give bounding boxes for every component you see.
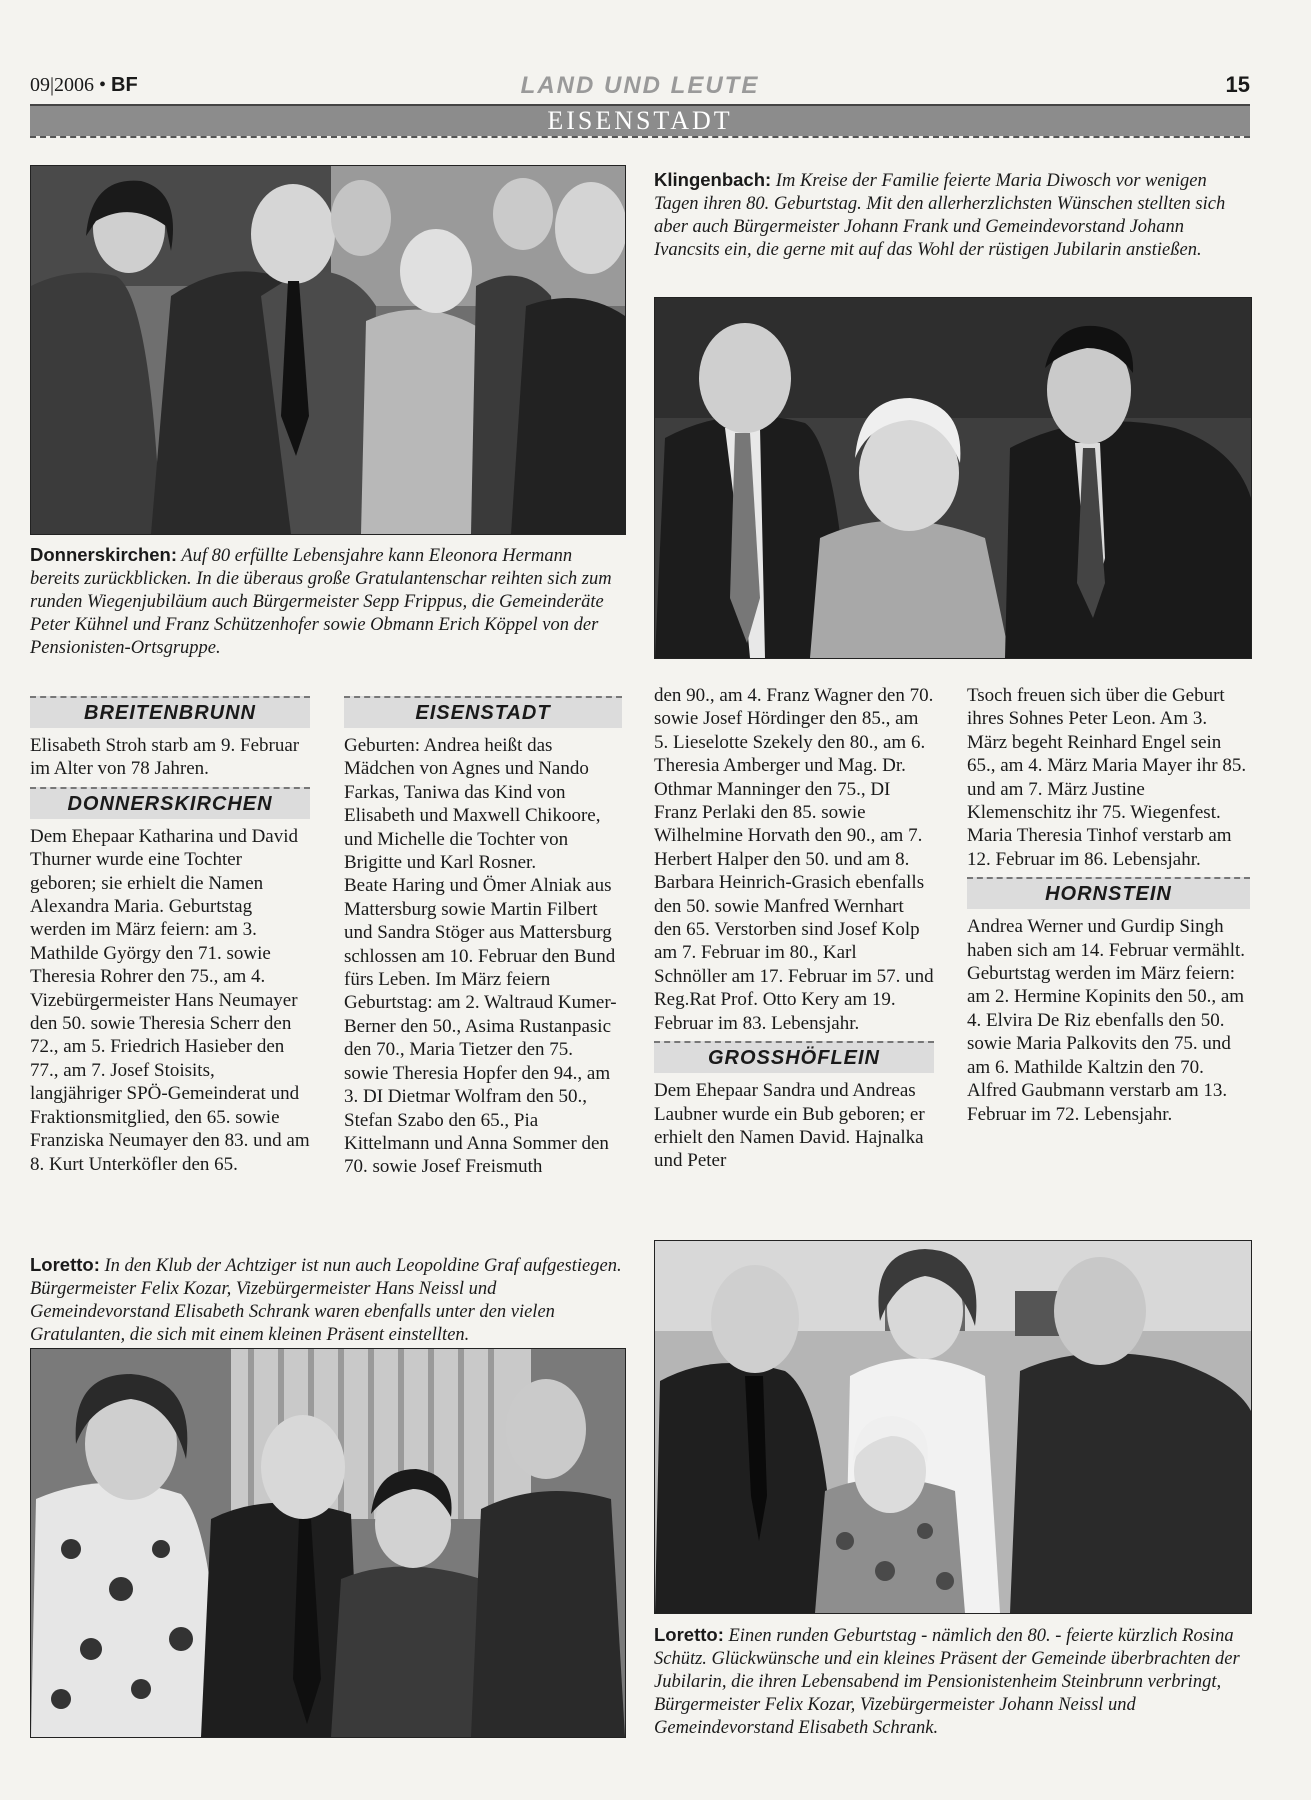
- article-paragraph: Tsoch freuen sich über die Geburt ihres Sohnes Peter Leon. Am 3. März begeht Reinhard Engel sein 65., am 4. März Maria Mayer ihr 85. und am 7. März Justine Klemenschitz ihr 75. Wiegenfest.: [967, 685, 1247, 824]
- article-paragraph: Dem Ehepaar Katharina und David Thurner wurde eine Tochter geboren; sie erhielt die Namen Alexandra Maria. Geburtstag werden im März feiern: am 3. Mathilde György den 71. sowie Theresia Rohrer den 75., am 4. Vizebürgermeister Hans Neumayer den 50. sowie Theresia Scherr den 72., am 5. Friedrich Hasieber den 77., am 7. Josef Stoisits, langjähriger SPÖ-Gemeinderat und Fraktionsmitglied, den 65. sowie Franziska Neumayer den 83. und am 8. Kurt Unterköfler den 65.: [30, 825, 310, 1175]
- caption-place: Donnerskirchen:: [30, 544, 178, 565]
- caption-place: Klingenbach:: [654, 169, 772, 190]
- article-paragraph: Geburten: Andrea heißt das Mädchen von Agnes und Nando Farkas, Taniwa das Kind von Elisabeth und Maxwell Chikoore, und Michelle die Tochter von Brigitte und Karl Rosner.: [344, 735, 601, 874]
- caption-text: Einen runden Geburtstag - nämlich den 80. - feierte kürzlich Rosina Schütz. Glückwünsche und ein kleines Präsent der Gemeinde überbrachten der Jubilarin, die ihren Lebensabend im Pensionistenheim Steinbrunn verbringt, Bürgermeister Felix Kozar, Vizebürgermeister Johann Neissl und Gemeindevorstand Elisabeth Schrank.: [654, 1626, 1240, 1738]
- column-4: [967, 684, 1250, 1126]
- column-2: [344, 690, 622, 1179]
- photo-loretto-schuetz: [654, 1240, 1252, 1614]
- photo-donnerskirchen: [30, 165, 626, 535]
- caption-text: Im Kreise der Familie feierte Maria Diwosch vor wenigen Tagen ihren 80. Geburtstag. Mit den allerherzlichsten Wünschen stellten sich aber auch Bürgermeister Johann Frank und Gemeindevorstand Johann Ivancsits ein, die gerne mit auf das Wohl der rüstigen Jubilarin anstießen.: [654, 171, 1226, 260]
- section-heading-donnerskirchen: DONNERSKIRCHEN: [30, 787, 310, 819]
- section-heading-eisenstadt: EISENSTADT: [344, 696, 622, 728]
- region-title: EISENSTADT: [547, 106, 733, 135]
- region-band: [30, 104, 1250, 136]
- section-heading-hornstein: HORNSTEIN: [967, 877, 1250, 909]
- section-heading-breitenbrunn: BREITENBRUNN: [30, 696, 310, 728]
- article-paragraph: Maria Theresia Tinhof verstarb am 12. Februar im 86. Lebensjahr.: [967, 825, 1232, 870]
- article-paragraph: Elisabeth Stroh starb am 9. Februar im Alter von 78 Jahren.: [30, 735, 300, 780]
- photo-klingenbach: [654, 297, 1252, 659]
- photo-loretto-graf: [30, 1348, 626, 1738]
- article-paragraph: Beate Haring und Ömer Alniak aus Mattersburg sowie Martin Filbert und Sandra Stöger aus Mattersburg schlossen am 10. Februar den Bund fürs Leben. Im März feiern Geburtstag: am 2. Waltraud Kumer-Berner den 50., Asima Rustanpasic den 70., Maria Tietzer den 75. sowie Theresia Hopfer den 94., am 3. DI Dietmar Wolfram den 50., Stefan Szabo den 65., Pia Kittelmann und Anna Sommer den 70. sowie Josef Freismuth: [344, 875, 617, 1178]
- article-paragraph: Dem Ehepaar Sandra und Andreas Laubner wurde ein Bub geboren; er erhielt den Namen David. Hajnalka und Peter: [654, 1080, 925, 1172]
- article-paragraph: Geburtstag werden im März feiern: am 2. Hermine Kopinits den 50., am 4. Elvira De Riz ebenfalls den 50. sowie Maria Palkovits den 75. und am 6. Mathilde Kaltzin den 70. Alfred Gaubmann verstarb am 13. Februar im 72. Lebensjahr.: [967, 963, 1245, 1125]
- caption-loretto-schuetz: [654, 1623, 1250, 1740]
- page-header: [30, 72, 1250, 102]
- caption-text: In den Klub der Achtziger ist nun auch Leopoldine Graf aufgestiegen. Bürgermeister Felix Kozar, Vizebürgermeister Hans Neissl und Gemeindevorstand Elisabeth Schrank waren ebenfalls unter den vielen Gratulanten, die sich mit einem kleinen Präsent einstellten.: [30, 1256, 622, 1345]
- caption-donnerskirchen: [30, 543, 624, 660]
- section-rubric: LAND UND LEUTE: [520, 72, 760, 99]
- caption-text: Auf 80 erfüllte Lebensjahre kann Eleonora Hermann bereits zurückblicken. In die überaus große Gratulantenschar reihten sich zum runden Wiegenjubiläum auch Bürgermeister Sepp Frippus, die Gemeinderäte Peter Kühnel und Franz Schützenhofer sowie Obmann Erich Köppel von der Pensionisten-Ortsgruppe.: [30, 546, 612, 658]
- issue-number: 09|2006 • BF: [30, 74, 138, 96]
- article-paragraph: den 90., am 4. Franz Wagner den 70. sowie Josef Hördinger den 85., am 5. Lieselotte Szekely den 80., am 6. Theresia Amberger und Mag. Dr. Othmar Manninger den 75., DI Franz Perlaki den 85. sowie Wilhelmine Horvath den 90., am 7. Herbert Halper den 50. und am 8. Barbara Heinrich-Grasich ebenfalls den 50. sowie Manfred Wernhart den 65. Verstorben sind Josef Kolp am 7. Februar im 80., Karl Schnöller am 17. Februar im 57. und Reg.Rat Prof. Otto Kery am 19. Februar im 83. Lebensjahr.: [654, 685, 934, 1034]
- header-divider: [30, 136, 1250, 138]
- section-heading-grosshoeflein: GROSSHÖFLEIN: [654, 1041, 934, 1073]
- publication-name: BF: [111, 74, 138, 96]
- caption-loretto-graf: [30, 1253, 624, 1347]
- article-paragraph: Andrea Werner und Gurdip Singh haben sich am 14. Februar vermählt.: [967, 916, 1246, 961]
- column-3: [654, 684, 934, 1173]
- page-number: 15: [1225, 72, 1250, 97]
- caption-klingenbach: [654, 168, 1250, 262]
- caption-place: Loretto:: [30, 1254, 100, 1275]
- column-1: [30, 690, 310, 1176]
- caption-place: Loretto:: [654, 1624, 724, 1645]
